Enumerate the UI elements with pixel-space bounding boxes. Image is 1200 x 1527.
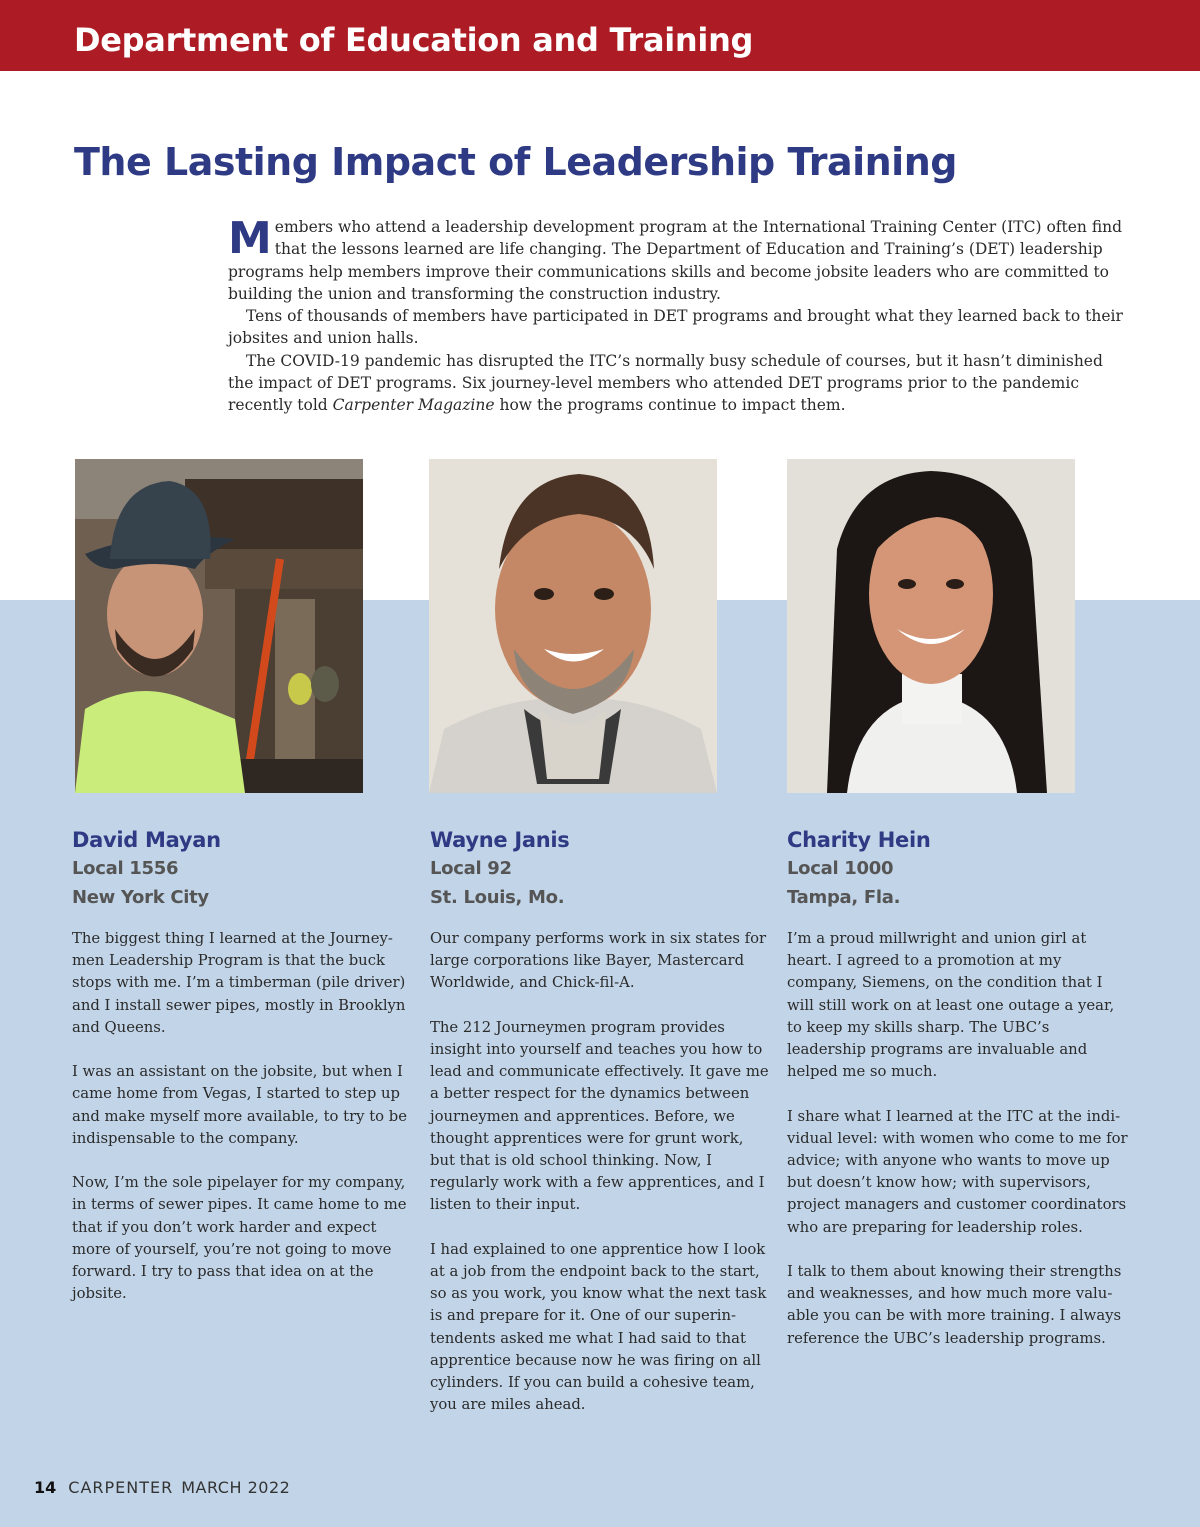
- profile-name: Wayne Janis: [430, 828, 570, 852]
- profile-quote: [72, 928, 414, 1305]
- quote-paragraph: The 212 Journeymen program provides insight into yourself and teaches you how to lead and communicate effectively. It gave me a better respect for the dynamics between journeymen and apprentices. Before, we thought apprentices were for grunt work, but that is old school thinking. Now, I regularly work with a few apprentices, and I listen to their input.: [430, 1018, 769, 1214]
- quote-paragraph: I was an assistant on the jobsite, but when I came home from Vegas, I started to step up and make myself more available, to try to be indispensable to the company.: [72, 1063, 408, 1147]
- quote-paragraph: The biggest thing I learned at the Journeymen Leadership Program is that the buck stops with me. I’m a timberman (pile driver) and I install sewer pipes, mostly in Brooklyn and Queens.: [72, 930, 406, 1036]
- magazine-title: Carpenter Magazine: [332, 396, 495, 415]
- profile-local: Local 92: [430, 858, 512, 879]
- profile-name: Charity Hein: [787, 828, 931, 852]
- profile-city: New York City: [72, 887, 209, 908]
- article-intro: [228, 213, 1128, 417]
- quote-paragraph: Our company performs work in six states for large corporations like Bayer, Mastercard Worldwide, and Chick-fil-A.: [430, 930, 767, 992]
- profile-quote: [430, 928, 772, 1416]
- profile-column: [787, 826, 1129, 1372]
- profile-local: Local 1000: [787, 858, 894, 879]
- intro-paragraph: [228, 213, 1128, 305]
- intro-text: how the programs continue to impact them.: [494, 396, 846, 415]
- quote-paragraph: Now, I’m the sole pipelayer for my company, in terms of sewer pipes. It came home to me that if you don’t work harder and expect more of yourself, you’re not going to move forward. I try to pass that idea on at the jobsite.: [72, 1174, 407, 1303]
- profile-photo-david-mayan: [75, 459, 363, 793]
- profile-photo-charity-hein: [787, 459, 1075, 793]
- quote-paragraph: I had explained to one apprentice how I look at a job from the endpoint back to the start, so as you work, you know what the next task is and prepare for it. One of our superintendents asked me what I had said to that apprentice because now he was firing on all cylinders. If you can build a cohesive team, you are miles ahead.: [430, 1240, 767, 1414]
- intro-text: embers who attend a leadership development program at the International Training Center (ITC) often find that the lessons learned are life changing. The Department of Education and Training’s (DET) leadership programs help members improve their communications skills and become jobsite leaders who are committed to building the union and transforming the construction industry.: [228, 218, 1123, 303]
- page-number: 14: [34, 1478, 57, 1497]
- intro-paragraph: Tens of thousands of members have participated in DET programs and brought what they learned back to their jobsites and union halls.: [228, 307, 1123, 348]
- page-footer: [34, 1478, 290, 1497]
- profile-photo-wayne-janis: [429, 459, 717, 793]
- profile-city: St. Louis, Mo.: [430, 887, 565, 908]
- profile-quote: [787, 928, 1129, 1350]
- section-banner: [0, 0, 1200, 71]
- profile-local: Local 1556: [72, 858, 179, 879]
- quote-paragraph: I’m a proud millwright and union girl at heart. I agreed to a promotion at my company, Siemens, on the condition that I will still work on at least one outage a year, to keep my skills sharp. The UBC’s leadership programs are invaluable and helped me so much.: [787, 930, 1115, 1081]
- profile-city: Tampa, Fla.: [787, 887, 901, 908]
- quote-paragraph: I share what I learned at the ITC at the individual level: with women who come to me for advice; with anyone who wants to move up but doesn’t know how; with supervisors, project managers and customer coordinators who are preparing for leadership roles.: [787, 1107, 1128, 1236]
- intro-paragraph: [228, 350, 1128, 417]
- intro-text: The COVID-19 pandemic has disrupted the ITC’s normally busy schedule of courses, but it hasn’t diminished the impact of DET programs. Six journey-level members who attended DET programs prior to the pandemic recently told: [228, 351, 1103, 415]
- article-headline: The Lasting Impact of Leadership Training: [74, 140, 957, 184]
- profile-column: [430, 826, 772, 1439]
- profile-column: [72, 826, 414, 1328]
- profile-name: David Mayan: [72, 828, 221, 852]
- quote-paragraph: I talk to them about knowing their strengths and weaknesses, and how much more valuable you can be with more training. I always reference the UBC’s leadership programs.: [787, 1263, 1122, 1347]
- magazine-name: CARPENTER: [68, 1478, 174, 1497]
- section-title: Department of Education and Training: [74, 21, 754, 59]
- drop-cap: M: [228, 213, 272, 264]
- issue-date: MARCH 2022: [181, 1478, 291, 1497]
